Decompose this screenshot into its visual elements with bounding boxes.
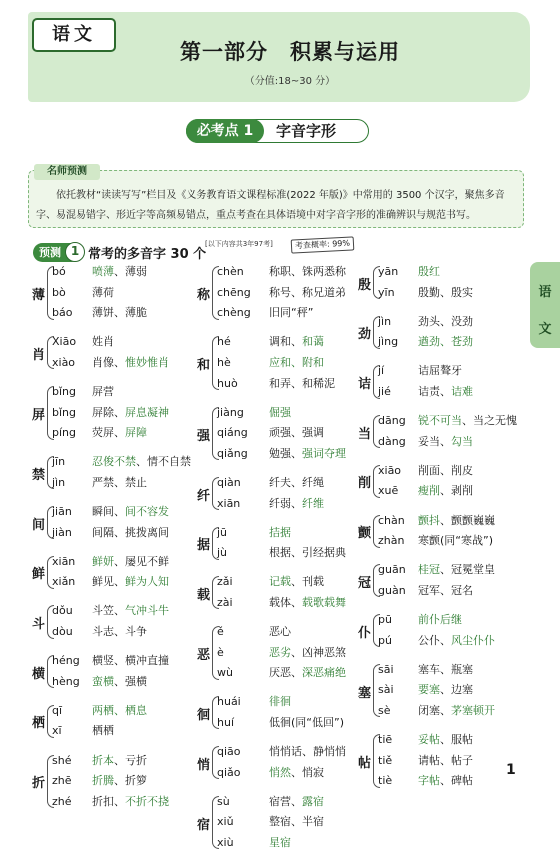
reading-row xyxy=(217,663,346,683)
highlighted-word: 记载 xyxy=(269,575,291,589)
pinyin: chàn xyxy=(378,513,405,527)
reading-row xyxy=(52,523,169,543)
entry-character: 据 xyxy=(197,538,211,554)
example-word: 妥当、 xyxy=(418,434,451,448)
example-word: 请帖、帖子 xyxy=(418,753,473,767)
section-number: 1 xyxy=(65,242,85,262)
reading-row xyxy=(52,751,147,771)
section-note: [以下内容共3年97考] xyxy=(205,240,273,248)
entry-character: 称 xyxy=(197,287,211,303)
entry-character: 屏 xyxy=(32,407,46,423)
example-word: 折扣、 xyxy=(92,794,125,808)
entry-character: 当 xyxy=(358,426,372,442)
entry-character: 肖 xyxy=(32,347,46,363)
pinyin: tiè xyxy=(378,774,393,788)
reading-row xyxy=(217,283,346,303)
reading-row xyxy=(217,494,324,514)
reading-row xyxy=(52,721,114,741)
pinyin: jiàng xyxy=(217,405,244,419)
example-word: 、冠冕堂皇 xyxy=(440,563,495,577)
example-word: 纤弱、 xyxy=(269,496,302,510)
section-tag: 预测 xyxy=(33,243,81,262)
pinyin: sè xyxy=(378,703,391,717)
pinyin: dāng xyxy=(378,414,406,428)
reading-row xyxy=(217,692,291,712)
entry-character: 殷 xyxy=(358,277,372,293)
reading-row xyxy=(217,473,324,493)
example-word: 称职、铢两悉称 xyxy=(269,265,346,278)
reading-row xyxy=(217,593,346,613)
pinyin: xiǔ xyxy=(217,815,234,829)
highlighted-word: 殷红 xyxy=(418,265,440,278)
example-word: 根据、引经据典 xyxy=(269,546,346,560)
entry-character: 间 xyxy=(32,517,46,533)
side-tab-char: 语 xyxy=(538,285,552,300)
highlighted-word: 喷薄 xyxy=(92,265,114,278)
reading-row xyxy=(52,651,169,671)
example-word: 悄悄话、静悄悄 xyxy=(269,745,346,758)
example-word: 公仆、 xyxy=(418,633,451,647)
reading-row xyxy=(52,701,147,721)
pinyin: héng xyxy=(52,654,80,668)
example-word: 、情不自禁 xyxy=(136,455,191,469)
example-word: 薄饼、薄脆 xyxy=(92,306,147,320)
example-word: 称号、称兄道弟 xyxy=(269,285,346,299)
pinyin: pú xyxy=(378,633,392,647)
reading-row xyxy=(217,572,324,592)
entry-character: 削 xyxy=(358,476,372,492)
pinyin: píng xyxy=(52,426,76,440)
entry-character: 帖 xyxy=(358,755,372,771)
pinyin: qī xyxy=(52,703,63,717)
pinyin: qiāo xyxy=(217,745,241,758)
example-word: 和弄、和稀泥 xyxy=(269,376,335,390)
pinyin: xuē xyxy=(378,484,399,498)
pinyin: zài xyxy=(217,595,233,609)
entry-character: 和 xyxy=(197,358,211,374)
pinyin: zǎi xyxy=(217,575,233,589)
reading-row xyxy=(217,374,335,394)
highlighted-word: 妥帖 xyxy=(418,732,440,746)
entry-character: 栖 xyxy=(32,716,46,732)
entry-character: 诘 xyxy=(358,377,372,392)
reading-row xyxy=(378,262,440,282)
highlighted-word: 锐不可当 xyxy=(418,414,462,428)
pinyin: zhé xyxy=(52,794,72,808)
example-word: 恶心 xyxy=(269,625,291,638)
example-word: 栖栖 xyxy=(92,724,114,738)
pinyin: bǐng xyxy=(52,405,76,419)
example-word: 瞬间、 xyxy=(92,505,125,518)
reading-row xyxy=(217,423,324,443)
reading-row xyxy=(378,660,473,680)
pinyin: guān xyxy=(378,563,406,577)
pinyin: qiàn xyxy=(217,475,241,489)
reading-row xyxy=(378,531,493,551)
entry-character: 徊 xyxy=(197,707,211,723)
pinyin: zhàn xyxy=(378,534,405,548)
pinyin: dǒu xyxy=(52,604,73,618)
entry-character: 禁 xyxy=(32,467,46,483)
reading-row xyxy=(217,403,291,423)
pinyin: shé xyxy=(52,753,72,767)
highlighted-word: 桂冠 xyxy=(418,563,440,577)
highlighted-word: 强词夺理 xyxy=(302,446,346,460)
entry-character: 薄 xyxy=(32,287,46,303)
highlighted-word: 勾当 xyxy=(451,434,473,448)
pinyin: huò xyxy=(217,376,238,390)
entry-character: 塞 xyxy=(358,685,372,701)
reading-row xyxy=(217,812,324,832)
entry-character: 冠 xyxy=(358,575,372,591)
reading-row xyxy=(378,332,473,352)
pinyin: jìn xyxy=(52,475,66,489)
entry-character: 仆 xyxy=(358,625,372,641)
highlighted-word: 深恶痛绝 xyxy=(302,666,346,680)
example-word: 、强横 xyxy=(114,674,147,688)
reading-row xyxy=(52,771,147,791)
example-word: 劲头、没劲 xyxy=(418,314,473,328)
pinyin: huái xyxy=(217,695,241,709)
example-word: 、碑帖 xyxy=(440,774,473,788)
highlighted-word: 拮据 xyxy=(269,525,291,539)
reading-row xyxy=(217,742,346,762)
highlighted-word: 两栖、栖息 xyxy=(92,703,147,717)
example-word: 严禁、禁止 xyxy=(92,475,147,489)
reading-row xyxy=(378,701,495,721)
pinyin: xiāo xyxy=(378,463,402,477)
pinyin: qiǎng xyxy=(217,446,248,460)
pinyin: jù xyxy=(217,546,228,560)
highlighted-word: 颤抖 xyxy=(418,513,440,527)
pinyin: báo xyxy=(52,306,73,320)
reading-row xyxy=(217,262,346,282)
reading-row xyxy=(52,262,147,282)
reading-row xyxy=(378,610,462,630)
highlighted-word: 诘难 xyxy=(451,385,473,398)
highlighted-word: 间不容发 xyxy=(125,505,169,518)
example-word: 姓肖 xyxy=(92,335,114,349)
score-range: （分值:18~30 分） xyxy=(244,76,336,87)
example-word: 鲜见、 xyxy=(92,575,125,589)
reading-row xyxy=(52,353,169,373)
example-word: 、剥削 xyxy=(440,484,473,498)
reading-row xyxy=(378,481,473,501)
highlighted-word: 徘徊 xyxy=(269,695,291,709)
reading-row xyxy=(378,361,462,381)
highlighted-word: 折本 xyxy=(92,753,114,767)
reading-row xyxy=(217,763,324,783)
pinyin: ě xyxy=(217,625,224,638)
reading-row xyxy=(52,473,147,493)
pinyin: jiān xyxy=(52,505,72,518)
reading-row xyxy=(52,622,147,642)
highlighted-word: 气冲斗牛 xyxy=(125,604,169,618)
pinyin: pū xyxy=(378,612,392,626)
example-word: 纤夫、纤绳 xyxy=(269,475,324,489)
example-word: 间隔、挑拨离间 xyxy=(92,525,169,539)
pinyin: xī xyxy=(52,724,62,738)
highlighted-word: 应和、附和 xyxy=(269,355,324,369)
example-word: 斗志、斗争 xyxy=(92,625,147,638)
highlighted-word: 屏息凝神 xyxy=(125,405,169,419)
highlighted-word: 屏障 xyxy=(125,426,147,440)
highlighted-word: 倔强 xyxy=(269,405,291,419)
highlighted-word: 字帖 xyxy=(418,774,440,788)
example-word: 宿营、 xyxy=(269,794,302,808)
reading-row xyxy=(217,833,291,853)
example-word: 殷勤、殷实 xyxy=(418,285,473,299)
example-word: 、服帖 xyxy=(440,732,473,746)
reading-row xyxy=(378,312,473,332)
highlighted-word: 悄然 xyxy=(269,765,291,779)
highlighted-word: 遒劲、苍劲 xyxy=(418,335,473,349)
pinyin: jié xyxy=(378,385,391,398)
exam-point-title: 字音字形 xyxy=(276,122,337,140)
highlighted-word: 不折不挠 xyxy=(125,794,169,808)
pinyin: tiě xyxy=(378,753,393,767)
pinyin: hèng xyxy=(52,674,80,688)
example-word: 荧屏、 xyxy=(92,426,125,440)
reading-row xyxy=(52,552,169,572)
example-word: 顽强、强调 xyxy=(269,426,324,440)
example-word: 、薄弱 xyxy=(114,265,147,278)
example-word: 塞车、瓶塞 xyxy=(418,662,473,676)
pinyin: chèn xyxy=(217,265,244,278)
reading-row xyxy=(378,411,517,431)
reading-row xyxy=(52,283,114,303)
highlighted-word: 和蔼 xyxy=(302,335,324,349)
reading-row xyxy=(378,730,473,750)
highlighted-word: 纤维 xyxy=(302,496,324,510)
example-word: 载体、 xyxy=(269,595,302,609)
example-word: 、当之无愧 xyxy=(462,414,517,428)
reading-row xyxy=(52,332,114,352)
reading-row xyxy=(217,622,291,642)
pinyin: yān xyxy=(378,265,399,278)
pinyin: guàn xyxy=(378,583,406,597)
example-word: 、亏折 xyxy=(114,753,147,767)
pinyin: yīn xyxy=(378,285,395,299)
pinyin: bó xyxy=(52,265,66,278)
pinyin: xiān xyxy=(217,496,241,510)
entry-character: 横 xyxy=(32,666,46,682)
reading-row xyxy=(52,792,169,812)
example-word: 诘责、 xyxy=(418,385,451,398)
pinyin: jū xyxy=(217,525,228,539)
entry-character: 颤 xyxy=(358,526,372,542)
highlighted-word: 要塞 xyxy=(418,683,440,697)
example-word: 薄荷 xyxy=(92,285,114,299)
forecast-text: 依托教材“读读写写”栏目及《义务教育语文课程标准(2022 年版)》中常用的 3500 个汉字，聚焦多音字、易混易错字、形近字等高频易错点，重点考查在具体语境中对字音字形的准确辨识与规范书写。 xyxy=(36,190,505,221)
reading-row xyxy=(378,771,473,791)
highlighted-word: 瘦削 xyxy=(418,484,440,498)
pinyin: Xiāo xyxy=(52,335,77,349)
pinyin: jīn xyxy=(52,455,66,469)
exam-point-tag: 必考点 1 xyxy=(186,119,264,143)
pinyin: xiān xyxy=(52,554,76,568)
example-word: 整宿、半宿 xyxy=(269,815,324,829)
reading-row xyxy=(217,444,346,464)
example-word: 、刊载 xyxy=(291,575,324,589)
section-title: 常考的多音字 30 个 xyxy=(88,247,207,262)
reading-row xyxy=(378,751,473,771)
highlighted-word: 恶劣 xyxy=(269,645,291,659)
pinyin: jìn xyxy=(378,314,392,328)
example-word: 厌恶、 xyxy=(269,666,302,680)
entry-character: 斗 xyxy=(32,617,46,632)
example-word: 屏除、 xyxy=(92,405,125,419)
example-word: 低徊(同“低回”) xyxy=(269,715,344,729)
example-word: 冠军、冠名 xyxy=(418,583,473,597)
entry-character: 强 xyxy=(197,428,211,444)
example-word: 、边塞 xyxy=(440,683,473,697)
reading-row xyxy=(378,511,495,531)
reading-row xyxy=(378,461,473,481)
reading-row xyxy=(378,432,473,452)
pinyin: qiǎo xyxy=(217,765,241,779)
pinyin: bò xyxy=(52,285,66,299)
part-title: 第一部分 积累与运用 xyxy=(180,40,400,64)
example-word: 横竖、横冲直撞 xyxy=(92,654,169,668)
pinyin: hè xyxy=(217,355,231,369)
highlighted-word: 茅塞顿开 xyxy=(451,703,495,717)
reading-row xyxy=(52,403,169,423)
highlighted-word: 星宿 xyxy=(269,835,291,849)
example-word: 勉强、 xyxy=(269,446,302,460)
pinyin: sāi xyxy=(378,662,394,676)
pinyin: dàng xyxy=(378,434,406,448)
example-word: 旧同“秤” xyxy=(269,306,314,320)
reading-row xyxy=(217,792,324,812)
pinyin: chēng xyxy=(217,285,251,299)
reading-row xyxy=(52,601,169,621)
pinyin: jí xyxy=(378,364,385,378)
pinyin: jiàn xyxy=(52,525,72,539)
highlighted-word: 惟妙惟肖 xyxy=(125,355,169,369)
reading-row xyxy=(217,303,313,323)
example-word: 削面、削皮 xyxy=(418,463,473,477)
pinyin: sù xyxy=(217,794,230,808)
pinyin: hé xyxy=(217,335,231,349)
entry-character: 纤 xyxy=(197,488,211,504)
pinyin: zhē xyxy=(52,774,72,788)
example-word: 肖像、 xyxy=(92,355,125,369)
highlighted-word: 露宿 xyxy=(302,794,324,808)
reading-row xyxy=(217,332,324,352)
example-word: 、屡见不鲜 xyxy=(114,554,169,568)
reading-row xyxy=(52,303,147,323)
probability-stamp: 考查概率: 99% xyxy=(291,236,355,253)
reading-row xyxy=(378,560,495,580)
forecast-tag: 名师预测 xyxy=(34,164,100,180)
subject-tag: 语文 xyxy=(32,18,116,52)
pinyin: tiē xyxy=(378,732,393,746)
pinyin: è xyxy=(217,645,224,659)
entry-character: 悄 xyxy=(197,757,211,773)
reading-row xyxy=(378,680,473,700)
example-word: 、凶神恶煞 xyxy=(291,645,346,659)
reading-row xyxy=(378,382,473,402)
highlighted-word: 鲜为人知 xyxy=(125,575,169,589)
pinyin: wù xyxy=(217,666,233,680)
pinyin: xiù xyxy=(217,835,234,849)
reading-row xyxy=(217,523,291,543)
highlighted-word: 忍俊不禁 xyxy=(92,455,136,469)
example-word: 、颤颤巍巍 xyxy=(440,513,495,527)
entry-character: 鲜 xyxy=(32,567,46,583)
example-word: 、悄寂 xyxy=(291,765,324,779)
pinyin: qiáng xyxy=(217,426,248,440)
highlighted-word: 载歌载舞 xyxy=(302,595,346,609)
pinyin: chèng xyxy=(217,306,251,320)
highlighted-word: 折腾 xyxy=(92,774,114,788)
pinyin: sài xyxy=(378,683,394,697)
example-word: 寒颤(同“寒战”) xyxy=(418,534,493,548)
entry-character: 折 xyxy=(32,776,46,792)
pinyin: dòu xyxy=(52,625,73,638)
highlighted-word: 蛮横 xyxy=(92,674,114,688)
entry-character: 载 xyxy=(197,587,211,603)
pinyin: bǐng xyxy=(52,385,76,398)
reading-row xyxy=(378,581,473,601)
reading-row xyxy=(52,382,114,402)
reading-row xyxy=(217,543,346,563)
reading-row xyxy=(378,283,473,303)
example-word: 闭塞、 xyxy=(418,703,451,717)
highlighted-word: 前仆后继 xyxy=(418,612,462,626)
pinyin: xiào xyxy=(52,355,76,369)
entry-character: 劲 xyxy=(358,327,372,343)
reading-row xyxy=(52,423,147,443)
pinyin: huí xyxy=(217,715,234,729)
pinyin: xiǎn xyxy=(52,575,76,589)
reading-row xyxy=(52,572,169,592)
reading-row xyxy=(52,452,191,472)
example-word: 屏营 xyxy=(92,385,114,398)
reading-row xyxy=(52,672,147,692)
reading-row xyxy=(217,353,324,373)
pinyin: jìng xyxy=(378,335,399,349)
page-number: 1 xyxy=(506,762,516,778)
example-word: 调和、 xyxy=(269,335,302,349)
reading-row xyxy=(217,643,346,663)
entry-character: 宿 xyxy=(197,817,211,833)
highlighted-word: 风尘仆仆 xyxy=(451,633,495,647)
highlighted-word: 鲜妍 xyxy=(92,554,114,568)
example-word: 诘屈聱牙 xyxy=(418,364,462,378)
reading-row xyxy=(378,631,495,651)
side-tab-char: 文 xyxy=(538,322,552,337)
reading-row xyxy=(52,502,169,522)
example-word: 斗笠、 xyxy=(92,604,125,618)
example-word: 、折箩 xyxy=(114,774,147,788)
entry-character: 恶 xyxy=(197,647,211,663)
reading-row xyxy=(217,713,344,733)
